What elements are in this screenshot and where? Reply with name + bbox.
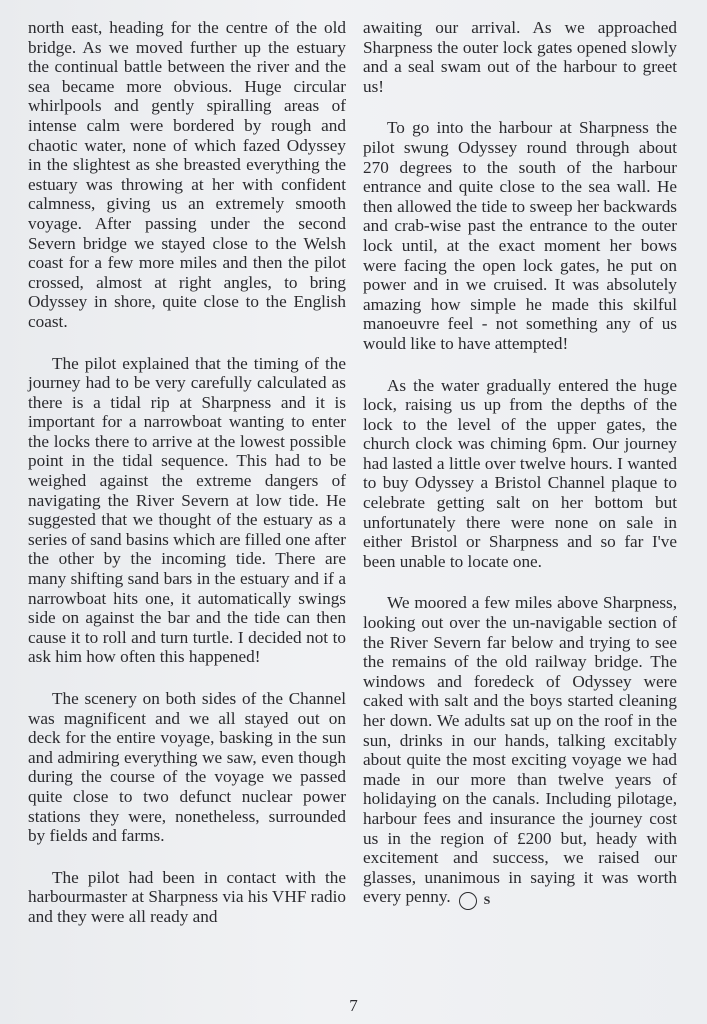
left-column [28,18,346,949]
paragraph: To go into the harbour at Sharpness the pilot swung Odyssey round through about 270 degrees to the south of the harbour entrance and quite close to the sea wall. He then allowed the tide to sweep her backwards and crab-wise past the entrance to the outer lock until, at the exact moment her bows were facing the open lock gates, he put on power and in we cruised. It was absolutely amazing how simple he made this skilful manoeuvre feel - not something any of us would like to have attempted! [363,118,677,353]
paragraph: awaiting our arrival. As we approached Sharpness the outer lock gates opened slowly and a seal swam out of the harbour to greet us! [363,18,677,96]
last-paragraph [363,593,677,910]
paragraph: The pilot explained that the timing of the journey had to be very carefully calculated as there is a tidal rip at Sharpness and it is important for a narrowboat wanting to enter the locks there to arrive at the lowest possible point in the tidal sequence. This had to be weighed against the extreme dangers of navigating the River Severn at low tide. He suggested that we thought of the estuary as a series of sand basins which are filled one after the other by the incoming tide. There are many shifting sand bars in the estuary and if a narrowboat hits one, it automatically swings side on against the bar and the tide can then cause it to roll and turn turtle. I decided not to ask him how often this happened! [28,353,346,667]
paragraph-text: We moored a few miles above Sharpness, looking out over the un-navigable section of the River Severn far below and trying to see the remains of the old railway bridge. The windows and foredeck of Odyssey were caked with salt and the boys started cleaning her down. We adults sat up on the roof in the sun, drinks in our hands, talking excitably about quite the most exciting voyage we had made in our more than twelve years of holidaying on the canals. Including pilotage, harbour fees and insurance the journey cost us in the region of £200 but, heady with excitement and success, we raised our glasses, unanimous in saying it was worth every penny. [363,593,677,907]
page-number: 7 [349,996,358,1015]
paragraph: The pilot had been in contact with the harbourmaster at Sharpness via his VHF radio and they were all ready and [28,867,346,926]
right-column [363,18,677,932]
end-mark-icon: S [459,892,477,910]
paragraph: The scenery on both sides of the Channel was magnificent and we all stayed out on deck for the entire voyage, basking in the sun and admiring everything we saw, even though during the course of the voyage we passed quite close to two defunct nuclear power stations they were, nonetheless, surrounded by fields and farms. [28,689,346,846]
paragraph: As the water gradually entered the huge lock, raising us up from the depths of the lock to the level of the upper gates, the church clock was chiming 6pm. Our journey had lasted a little over twelve hours. I wanted to buy Odyssey a Bristol Channel plaque to celebrate getting salt on her bottom but unfortunately there were none on sale in either Bristol or Sharpness and so far I've been unable to locate one. [363,375,677,571]
paragraph: north east, heading for the centre of the old bridge. As we moved further up the estuary the continual battle between the river and the sea became more obvious. Huge circular whirlpools and gently spiralling areas of intense calm were bordered by rough and chaotic water, none of which fazed Odyssey in the slightest as she breasted everything the estuary was throwing at her with confident calmness, giving us an extremely smooth voyage. After passing under the second Severn bridge we stayed close to the Welsh coast for a few more miles and then the pilot crossed, almost at right angles, to bring Odyssey in shore, quite close to the English coast. [28,18,346,331]
